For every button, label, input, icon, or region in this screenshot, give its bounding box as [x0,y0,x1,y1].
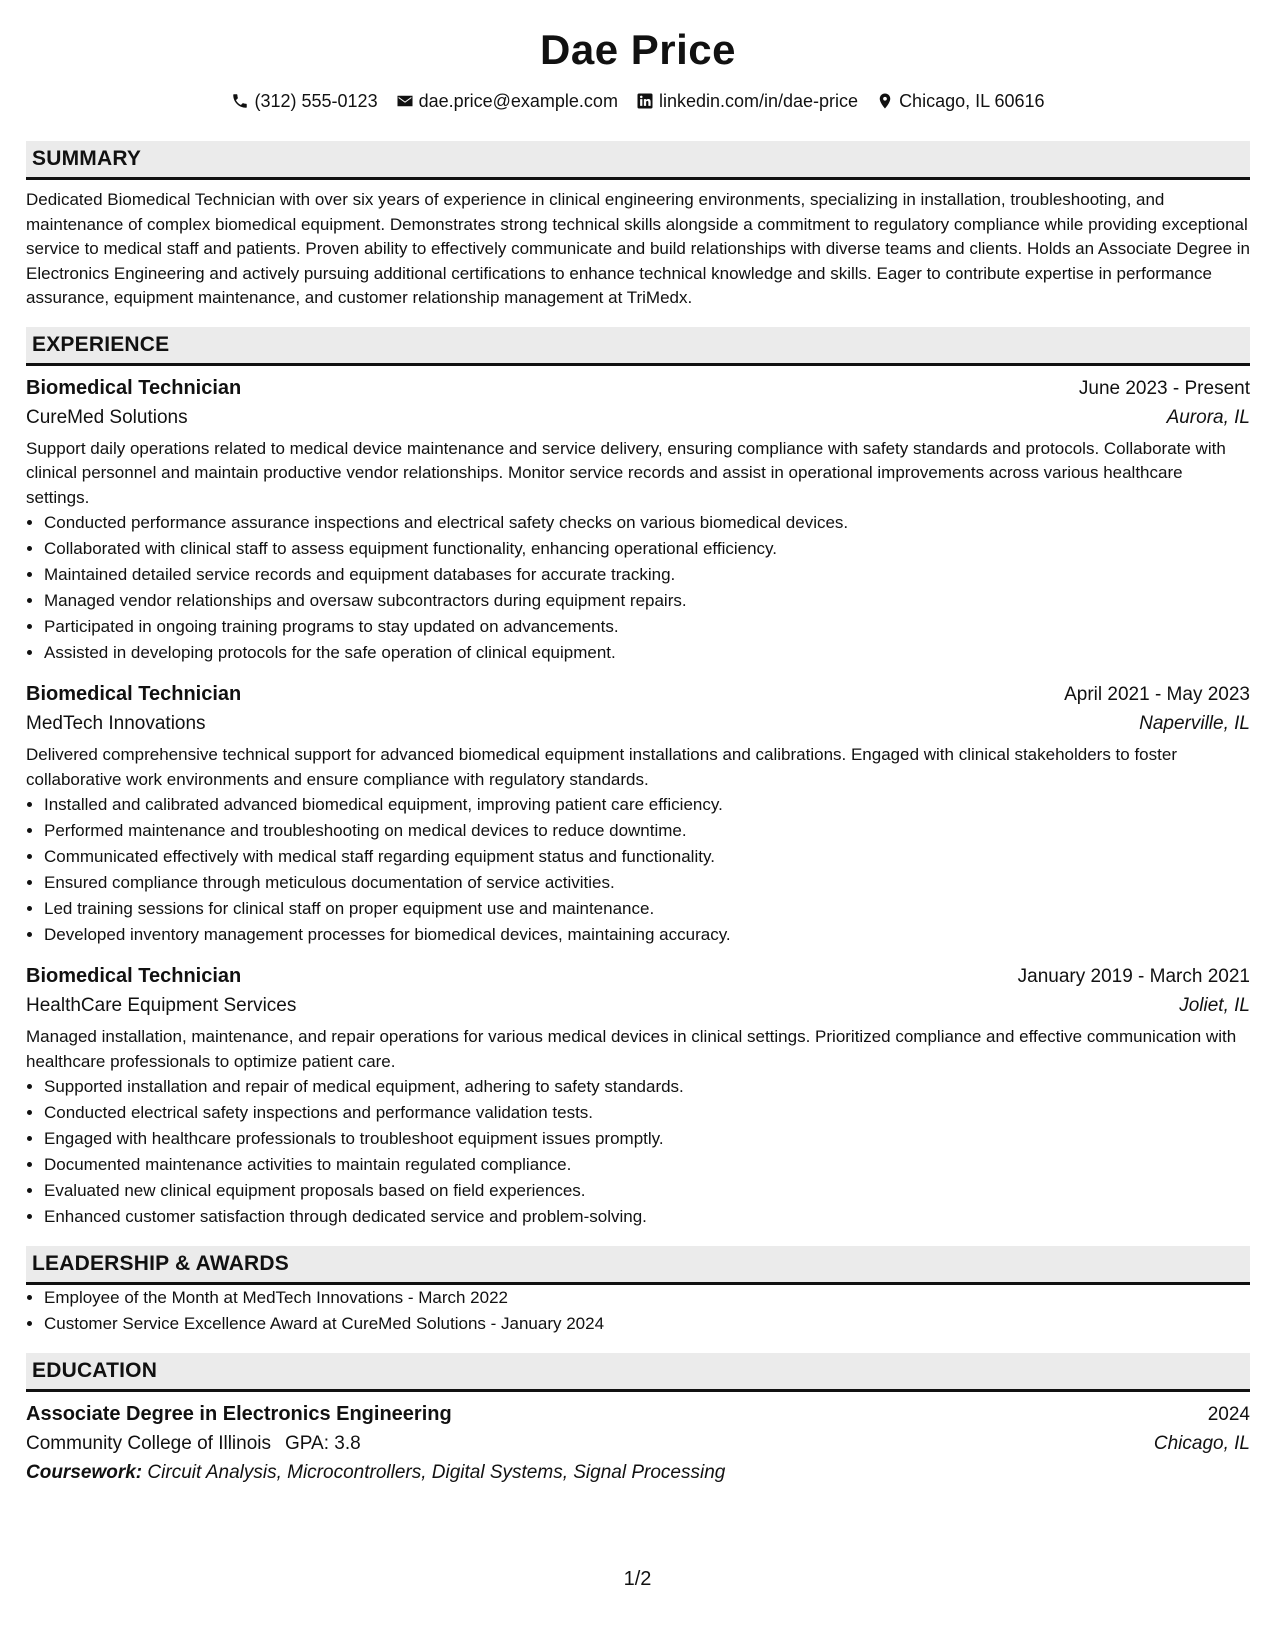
awards-heading: LEADERSHIP & AWARDS [26,1246,1250,1285]
resume-page [26,0,1250,1487]
school-location: Chicago, IL [1153,1433,1250,1454]
job-title: Biomedical Technician [26,683,242,705]
job-bullet: • Conducted performance assurance inspections and electrical safety checks on various biomedical devices. [44,510,1250,536]
job-location: Joliet, IL [1179,995,1250,1016]
job-bullet: • Developed inventory management processes for biomedical devices, maintaining accuracy. [44,922,1250,948]
job-bullet: • Installed and calibrated advanced biomedical equipment, improving patient care efficiency. [44,792,1250,818]
linkedin-icon [636,92,654,110]
awards-list [26,1285,1250,1337]
job-company: CureMed Solutions [26,406,188,428]
contact-phone-text: (312) 555-0123 [254,91,378,111]
job-description: Support daily operations related to medical device maintenance and service delivery, ensuring compliance with safety standards and protocols. Collaborate with clinical personnel and maintain productive vendor relationships. Monitor service records and assist in operational improvements across various healthcare settings. [26,438,1226,507]
envelope-icon [396,92,414,110]
job-bullets [26,510,1250,666]
experience-heading: EXPERIENCE [26,327,1250,366]
job-entry [26,374,1250,667]
job-title: Biomedical Technician [26,376,242,399]
job-bullet: • Led training sessions for clinical staff on proper equipment use and maintenance. [44,896,1250,922]
job-location: Naperville, IL [1139,713,1250,734]
job-bullet: • Collaborated with clinical staff to assess equipment functionality, enhancing operational efficiency. [44,536,1250,562]
contact-linkedin[interactable] [636,90,858,112]
job-description: Delivered comprehensive technical support for advanced biomedical equipment installations and calibrations. Engaged with clinical stakeholders to foster collaborative work environments and ensure compliance with regulatory standards. [26,745,1177,789]
contact-phone [231,90,377,112]
job-dates: June 2023 - Present [1078,377,1250,399]
job-bullet: • Maintained detailed service records and equipment databases for accurate tracking. [44,562,1250,588]
gpa: GPA: 3.8 [285,1433,361,1454]
job-title: Biomedical Technician [26,965,242,987]
degree-title: Associate Degree in Electronics Engineering [26,1403,452,1425]
job-bullets [26,792,1250,948]
job-entry [26,680,1250,948]
job-bullet: • Documented maintenance activities to maintain regulated compliance. [44,1152,1250,1178]
education-heading: EDUCATION [26,1353,1250,1392]
award-item: • Customer Service Excellence Award at CureMed Solutions - January 2024 [44,1311,1250,1337]
job-bullet: • Conducted electrical safety inspections and performance validation tests. [44,1100,1250,1126]
job-bullet: • Engaged with healthcare professionals to troubleshoot equipment issues promptly. [44,1126,1250,1152]
contact-bar [26,90,1250,112]
contact-email[interactable] [396,90,618,112]
coursework [26,1459,1250,1487]
map-pin-icon [876,92,894,110]
award-item: • Employee of the Month at MedTech Innovations - March 2022 [44,1285,1250,1311]
job-company: MedTech Innovations [26,713,206,734]
job-dates: April 2021 - May 2023 [1064,684,1250,705]
summary-heading: SUMMARY [26,141,1250,180]
coursework-label: Coursework: [26,1462,143,1483]
school-name: Community College of Illinois [26,1433,271,1454]
job-bullet: • Assisted in developing protocols for the safe operation of clinical equipment. [44,640,1250,666]
job-bullet: • Evaluated new clinical equipment proposals based on field experiences. [44,1178,1250,1204]
contact-location-text: Chicago, IL 60616 [899,91,1045,111]
job-dates: January 2019 - March 2021 [1017,966,1250,987]
job-bullets [26,1074,1250,1230]
page-number: 1/2 [623,1568,652,1590]
job-bullet: • Enhanced customer satisfaction through dedicated service and problem-solving. [44,1204,1250,1230]
job-bullet: • Performed maintenance and troubleshooting on medical devices to reduce downtime. [44,818,1250,844]
job-bullet: • Participated in ongoing training programs to stay updated on advancements. [44,614,1250,640]
job-company: HealthCare Equipment Services [26,995,297,1016]
contact-email-text[interactable]: dae.price@example.com [418,91,618,111]
coursework-list: Circuit Analysis, Microcontrollers, Digital Systems, Signal Processing [147,1462,726,1483]
candidate-name: Dae Price [540,26,736,73]
job-entry [26,962,1250,1230]
job-bullet: • Ensured compliance through meticulous documentation of service activities. [44,870,1250,896]
degree-year: 2024 [1207,1404,1250,1425]
education-entry [26,1400,1250,1487]
job-bullet: • Supported installation and repair of medical equipment, adhering to safety standards. [44,1074,1250,1100]
contact-location [876,90,1044,112]
summary-text: Dedicated Biomedical Technician with over six years of experience in clinical engineering environments, specializing in installation, troubleshooting, and maintenance of complex biomedical equipment. Demonstrates strong technical skills alongside a commitment to regulatory compliance while providing exceptional service to medical staff and patients. Proven ability to effectively communicate and build relationships with diverse teams and clients. Holds an Associate Degree in Electronics Engineering and actively pursuing additional certifications to enhance technical knowledge and skills. Eager to contribute expertise in performance assurance, equipment maintenance, and customer relationship management at TriMedx. [26,190,1251,307]
phone-icon [231,92,249,110]
job-description: Managed installation, maintenance, and repair operations for various medical devices in clinical settings. Prioritized compliance and effective communication with healthcare professionals to optimize patient care. [26,1027,1237,1071]
job-bullet: • Communicated effectively with medical staff regarding equipment status and functionality. [44,844,1250,870]
job-location: Aurora, IL [1166,406,1250,428]
job-bullet: • Managed vendor relationships and oversaw subcontractors during equipment repairs. [44,588,1250,614]
contact-linkedin-text[interactable]: linkedin.com/in/dae-price [658,91,859,111]
